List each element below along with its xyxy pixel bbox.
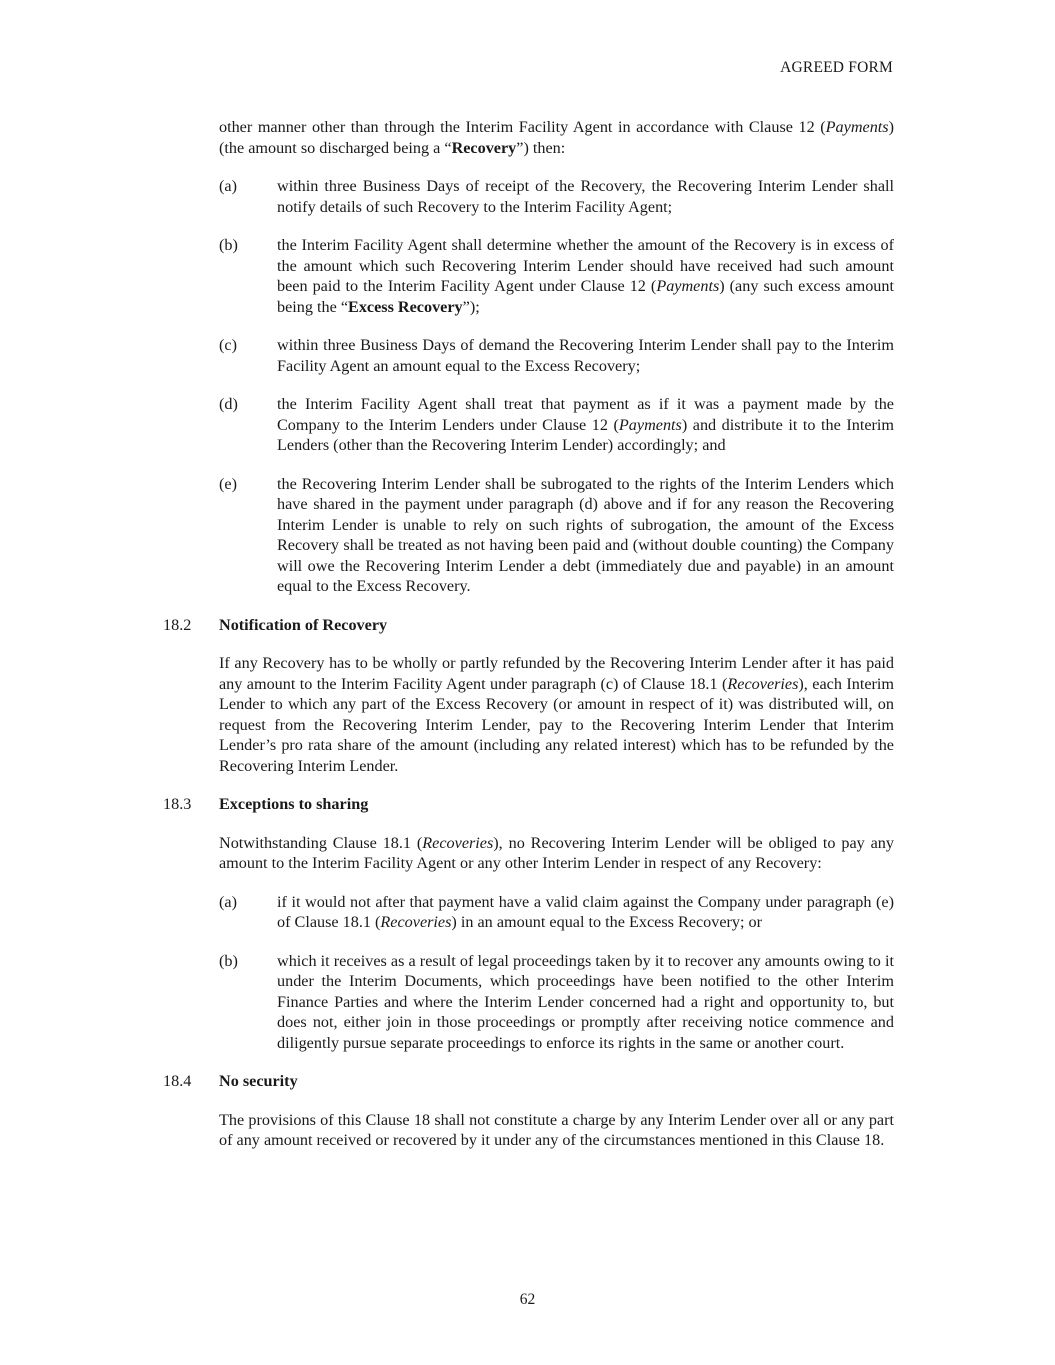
text-segment: ) and distribute it to the Interim Lenders (other than the Recovering Interim Lender) accordingly; and bbox=[277, 415, 894, 454]
intro-italic: Payments bbox=[825, 118, 889, 136]
italic-segment: Recoveries bbox=[422, 833, 494, 852]
section-title: No security bbox=[219, 1072, 298, 1090]
section-18-2-paragraph bbox=[219, 653, 894, 776]
section-title: Exceptions to sharing bbox=[219, 795, 369, 813]
text-segment: Notwithstanding Clause 18.1 ( bbox=[219, 833, 423, 852]
exception-item-b bbox=[163, 951, 894, 1054]
text-segment: if it would not after that payment have a valid claim against the Company under paragraph (e) of Clause 18.1 ( bbox=[277, 892, 894, 931]
list-text: within three Business Days of demand the Recovering Interim Lender shall pay to the Interim Facility Agent an amount equal to the Excess Recovery; bbox=[277, 336, 894, 375]
section-number: 18.2 bbox=[163, 615, 192, 634]
intro-bold-term: Recovery bbox=[451, 138, 517, 157]
text-segment: the Interim Facility Agent shall treat that payment as if it was a payment made by the Company to the Interim Lenders under Clause 12 ( bbox=[277, 395, 894, 434]
list-label: (e) bbox=[219, 474, 237, 493]
list-text bbox=[277, 394, 894, 456]
list-label: (b) bbox=[219, 951, 238, 970]
text-segment: ) in an amount equal to the Excess Recovery; or bbox=[451, 913, 763, 931]
list-text: the Recovering Interim Lender shall be subrogated to the rights of the Interim Lenders which have shared in the payment under paragraph (d) above and if for any reason the Recovering Interim Lender is unable to rely on such rights of subrogation, the amount of the Excess Recovery shall be treated as not having been paid and (without double counting) the Company will owe the Recovering Interim Lender a debt (immediately due and payable) in an amount equal to the Excess Recovery. bbox=[277, 474, 894, 595]
list-text: within three Business Days of receipt of the Recovery, the Recovering Interim Lender shall notify details of such Recovery to the Interim Facility Agent; bbox=[277, 177, 894, 216]
text-segment: the Interim Facility Agent shall determine whether the amount of the Recovery is in excess of the amount which such Recovering Interim Lender should have received had such amount been paid to the Interim Facility Agent under Clause 12 ( bbox=[277, 236, 894, 295]
text-segment: If any Recovery has to be wholly or partly refunded by the Recovering Interim Lender after it has paid any amount to the Interim Facility Agent under paragraph (c) of Clause 18.1 ( bbox=[219, 654, 894, 693]
italic-segment: Payments bbox=[618, 415, 682, 434]
page-number: 62 bbox=[519, 1291, 536, 1308]
section-18-3-heading bbox=[163, 794, 894, 815]
section-18-2-heading bbox=[163, 615, 894, 636]
list-label: (c) bbox=[219, 336, 237, 354]
text-segment: ), each Interim Lender to which any part of the Excess Recovery (or amount in respect of it) was distributed will, on request from the Recovering Interim Lender, pay to the Recovering Interim Lender that Interim Lender’s pro rata share of the amount (including any related interest) which has to be refunded by the Recovering Interim Lender. bbox=[219, 674, 895, 775]
section-number: 18.4 bbox=[163, 1072, 192, 1090]
intro-paragraph bbox=[219, 117, 894, 158]
section-18-3-paragraph bbox=[219, 833, 894, 874]
section-number: 18.3 bbox=[163, 795, 192, 813]
section-18-4-paragraph: The provisions of this Clause 18 shall not constitute a charge by any Interim Lender over all or any part of any amount received or recovered by it under any of the circumstances mentioned in this Clause 18. bbox=[219, 1110, 894, 1149]
italic-segment: Payments bbox=[656, 277, 720, 295]
list-label: (a) bbox=[219, 892, 237, 911]
intro-text-3: ”) then: bbox=[516, 138, 566, 157]
list-label: (b) bbox=[219, 236, 238, 254]
list-item-d bbox=[163, 394, 894, 456]
list-text bbox=[277, 892, 894, 933]
intro-text-1: other manner other than through the Interim Facility Agent in accordance with Clause 12 ( bbox=[219, 118, 826, 136]
list-item-b bbox=[163, 235, 894, 317]
list-text: which it receives as a result of legal proceedings taken by it to recover any amounts owing to it under the Interim Documents, which proceedings have been notified to the other Interim Finance Parties and where the Interim Lender concerned had a right and opportunity to, but does not, either join in those proceedings or promptly after receiving notice commence and diligently pursue separate proceedings to enforce its rights in the same or another court. bbox=[277, 951, 894, 1052]
list-text bbox=[277, 235, 894, 317]
list-item-a bbox=[163, 176, 894, 217]
text-segment: ) (any such excess amount being the “ bbox=[277, 277, 894, 316]
bold-term: Excess Recovery bbox=[348, 297, 463, 316]
text-segment: ”); bbox=[462, 297, 480, 316]
italic-segment: Recoveries bbox=[727, 674, 799, 693]
exception-item-a bbox=[163, 892, 894, 933]
list-item-c bbox=[163, 335, 894, 376]
italic-segment: Recoveries bbox=[380, 913, 452, 931]
section-18-4-heading bbox=[163, 1071, 894, 1092]
text-segment: ), no Recovering Interim Lender will be obliged to pay any amount to the Interim Facility Agent or any other Interim Lender in respect of any Recovery: bbox=[219, 833, 894, 872]
list-label: (a) bbox=[219, 177, 237, 195]
list-item-e bbox=[163, 474, 894, 597]
document-header: AGREED FORM bbox=[780, 59, 893, 76]
document-body bbox=[163, 117, 894, 1151]
intro-text-2: ) (the amount so discharged being a “ bbox=[219, 118, 894, 157]
list-label: (d) bbox=[219, 395, 238, 413]
section-title: Notification of Recovery bbox=[219, 615, 388, 634]
